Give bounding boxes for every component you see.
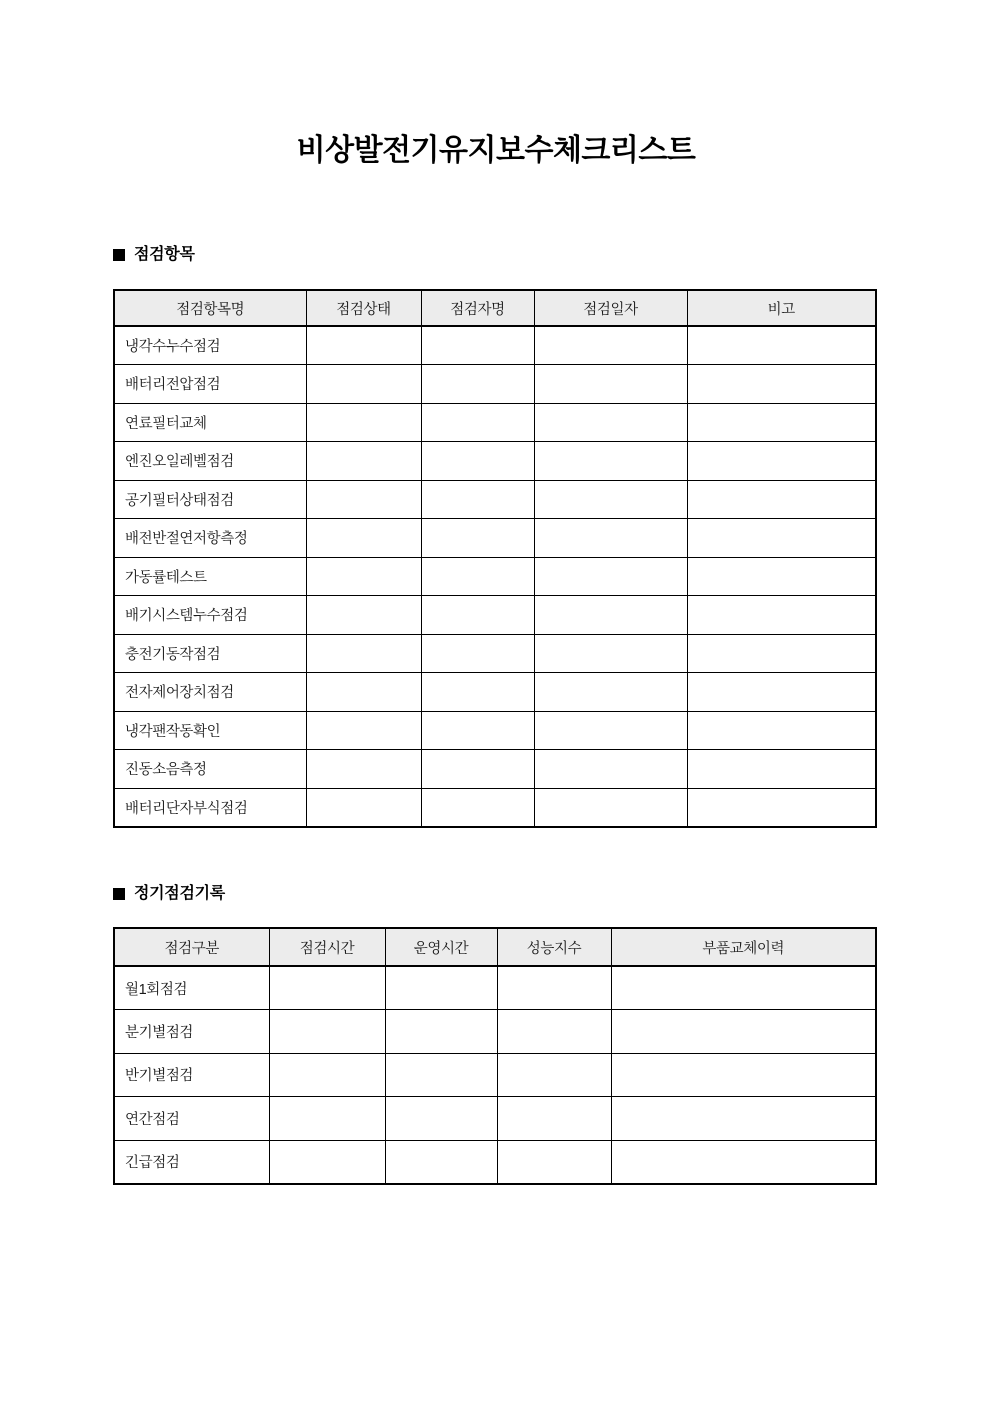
cell-inspection-type: 연간점검	[114, 1097, 269, 1141]
cell-parts-history[interactable]	[611, 966, 876, 1010]
cell-remarks[interactable]	[687, 596, 876, 635]
cell-item-name: 냉각수누수점검	[114, 326, 306, 365]
cell-item-name: 엔진오일레벨점검	[114, 442, 306, 481]
cell-inspection-time[interactable]	[269, 1010, 385, 1054]
cell-operating-time[interactable]	[385, 1140, 497, 1184]
section-heading-periodic-records	[113, 886, 225, 902]
table-row	[114, 480, 876, 519]
table-row	[114, 711, 876, 750]
cell-item-name: 공기필터상태점검	[114, 480, 306, 519]
column-header-remarks: 비고	[687, 290, 876, 326]
cell-date[interactable]	[534, 788, 687, 827]
cell-item-name: 배터리전압점검	[114, 365, 306, 404]
cell-date[interactable]	[534, 442, 687, 481]
column-header-item-name: 점검항목명	[114, 290, 306, 326]
section-heading-inspection-items	[113, 247, 195, 263]
cell-remarks[interactable]	[687, 557, 876, 596]
cell-inspector[interactable]	[421, 788, 534, 827]
column-header-parts-history: 부품교체이력	[611, 928, 876, 966]
column-header-status: 점검상태	[306, 290, 421, 326]
cell-inspector[interactable]	[421, 673, 534, 712]
table-row	[114, 1097, 876, 1141]
cell-inspector[interactable]	[421, 326, 534, 365]
inspection-items-table	[113, 289, 877, 828]
table-row	[114, 596, 876, 635]
cell-status[interactable]	[306, 711, 421, 750]
cell-remarks[interactable]	[687, 442, 876, 481]
cell-date[interactable]	[534, 557, 687, 596]
cell-performance-index[interactable]	[497, 966, 611, 1010]
cell-item-name: 충전기동작점검	[114, 634, 306, 673]
cell-status[interactable]	[306, 673, 421, 712]
cell-status[interactable]	[306, 557, 421, 596]
cell-remarks[interactable]	[687, 365, 876, 404]
section-heading-label: 점검항목	[134, 246, 195, 263]
table-row	[114, 1140, 876, 1184]
cell-status[interactable]	[306, 442, 421, 481]
column-header-date: 점검일자	[534, 290, 687, 326]
cell-inspector[interactable]	[421, 750, 534, 789]
cell-remarks[interactable]	[687, 480, 876, 519]
table-row	[114, 442, 876, 481]
cell-remarks[interactable]	[687, 711, 876, 750]
cell-inspector[interactable]	[421, 711, 534, 750]
cell-date[interactable]	[534, 634, 687, 673]
cell-inspection-time[interactable]	[269, 1140, 385, 1184]
cell-performance-index[interactable]	[497, 1053, 611, 1097]
cell-item-name: 배기시스템누수점검	[114, 596, 306, 635]
table-row	[114, 750, 876, 789]
cell-status[interactable]	[306, 403, 421, 442]
table-row	[114, 673, 876, 712]
cell-parts-history[interactable]	[611, 1053, 876, 1097]
cell-parts-history[interactable]	[611, 1097, 876, 1141]
cell-inspector[interactable]	[421, 634, 534, 673]
cell-date[interactable]	[534, 326, 687, 365]
cell-remarks[interactable]	[687, 788, 876, 827]
column-header-inspection-time: 점검시간	[269, 928, 385, 966]
cell-inspector[interactable]	[421, 557, 534, 596]
cell-item-name: 연료필터교체	[114, 403, 306, 442]
cell-status[interactable]	[306, 634, 421, 673]
cell-inspector[interactable]	[421, 596, 534, 635]
page-title: 비상발전기유지보수체크리스트	[296, 134, 696, 167]
periodic-records-table	[113, 927, 877, 1185]
cell-status[interactable]	[306, 750, 421, 789]
cell-inspector[interactable]	[421, 442, 534, 481]
column-header-operating-time: 운영시간	[385, 928, 497, 966]
table-row	[114, 966, 876, 1010]
cell-inspection-time[interactable]	[269, 1097, 385, 1141]
cell-date[interactable]	[534, 711, 687, 750]
cell-inspection-type: 월1회점검	[114, 966, 269, 1010]
table-row	[114, 365, 876, 404]
cell-operating-time[interactable]	[385, 1010, 497, 1054]
cell-date[interactable]	[534, 750, 687, 789]
cell-inspection-type: 긴급점검	[114, 1140, 269, 1184]
cell-remarks[interactable]	[687, 326, 876, 365]
cell-inspector[interactable]	[421, 365, 534, 404]
table-row	[114, 1010, 876, 1054]
table-row	[114, 519, 876, 558]
cell-date[interactable]	[534, 365, 687, 404]
black-square-bullet-icon	[113, 249, 125, 261]
table-row	[114, 326, 876, 365]
cell-item-name: 전자제어장치점검	[114, 673, 306, 712]
cell-item-name: 진동소음측정	[114, 750, 306, 789]
table-row	[114, 788, 876, 827]
column-header-inspector: 점검자명	[421, 290, 534, 326]
cell-inspection-time[interactable]	[269, 1053, 385, 1097]
cell-parts-history[interactable]	[611, 1010, 876, 1054]
cell-status[interactable]	[306, 788, 421, 827]
table-row	[114, 1053, 876, 1097]
table-header-row	[114, 928, 876, 966]
black-square-bullet-icon	[113, 888, 125, 900]
section-heading-label: 정기점검기록	[134, 885, 225, 902]
cell-item-name: 배터리단자부식점검	[114, 788, 306, 827]
cell-item-name: 배전반절연저항측정	[114, 519, 306, 558]
cell-remarks[interactable]	[687, 634, 876, 673]
cell-status[interactable]	[306, 519, 421, 558]
cell-item-name: 가동률테스트	[114, 557, 306, 596]
cell-inspector[interactable]	[421, 519, 534, 558]
cell-operating-time[interactable]	[385, 1097, 497, 1141]
cell-remarks[interactable]	[687, 403, 876, 442]
cell-operating-time[interactable]	[385, 1053, 497, 1097]
column-header-inspection-type: 점검구분	[114, 928, 269, 966]
cell-remarks[interactable]	[687, 673, 876, 712]
cell-status[interactable]	[306, 326, 421, 365]
cell-performance-index[interactable]	[497, 1140, 611, 1184]
cell-date[interactable]	[534, 596, 687, 635]
cell-item-name: 냉각팬작동확인	[114, 711, 306, 750]
cell-inspector[interactable]	[421, 480, 534, 519]
cell-status[interactable]	[306, 365, 421, 404]
cell-inspection-type: 반기별점검	[114, 1053, 269, 1097]
cell-status[interactable]	[306, 596, 421, 635]
cell-status[interactable]	[306, 480, 421, 519]
cell-inspection-time[interactable]	[269, 966, 385, 1010]
cell-date[interactable]	[534, 673, 687, 712]
table-row	[114, 557, 876, 596]
cell-inspector[interactable]	[421, 403, 534, 442]
cell-performance-index[interactable]	[497, 1010, 611, 1054]
cell-date[interactable]	[534, 403, 687, 442]
cell-remarks[interactable]	[687, 519, 876, 558]
cell-date[interactable]	[534, 480, 687, 519]
cell-date[interactable]	[534, 519, 687, 558]
cell-performance-index[interactable]	[497, 1097, 611, 1141]
cell-operating-time[interactable]	[385, 966, 497, 1010]
cell-remarks[interactable]	[687, 750, 876, 789]
table-row	[114, 403, 876, 442]
table-row	[114, 634, 876, 673]
cell-inspection-type: 분기별점검	[114, 1010, 269, 1054]
table-header-row	[114, 290, 876, 326]
column-header-performance-index: 성능지수	[497, 928, 611, 966]
cell-parts-history[interactable]	[611, 1140, 876, 1184]
